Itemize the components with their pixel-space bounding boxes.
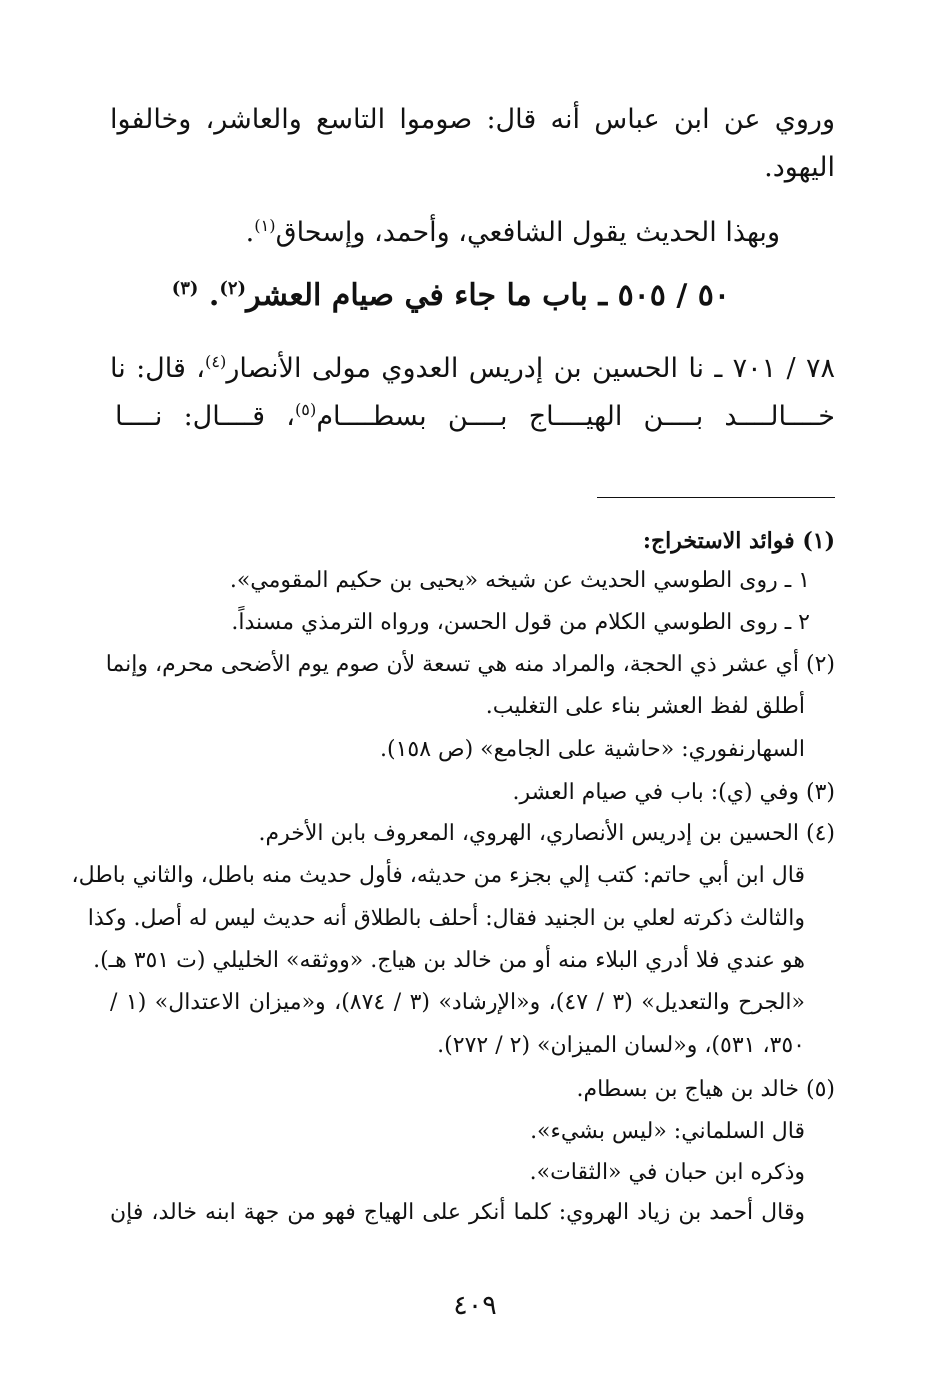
footnote-5-line-3: وذكره ابن حبان في «الثقات». xyxy=(529,1160,805,1185)
chapter-heading: ٥٠ / ٥٠٥ ـ باب ما جاء في صيام العشر$^{(٢)}$. $^{(٣)}$ xyxy=(171,278,730,313)
footnote-4-line-2: قال ابن أبي حاتم: كتب إلي بجزء من حديثه، فأول حديث منه باطل، والثاني باطل، xyxy=(71,863,805,888)
body-line-3-end: . xyxy=(245,217,255,248)
chapter-heading-text: ٥٠ / ٥٠٥ ـ باب ما جاء في صيام العشر xyxy=(246,278,730,313)
body-line-6 xyxy=(115,400,835,432)
body-line-5-a: ٧٨ / ٧٠١ ـ نا الحسين بن إدريس العدوي مولى الأنصار xyxy=(226,353,835,384)
body-line-5-b: ، قال: نا xyxy=(110,353,206,384)
footnote-4-line-6: ٣٥٠، ٥٣١)، و«لسان الميزان» (٢ / ٢٧٢). xyxy=(437,1033,805,1058)
footnote-2-line-1: (٢) أي عشر ذي الحجة، والمراد منه هي تسعة لأن صوم يوم الأضحى محرم، وإنما xyxy=(105,652,835,677)
body-line-2: اليهود. xyxy=(764,152,835,183)
footnote-marker-1: (١) xyxy=(254,216,276,235)
footnote-marker-3: (٣) xyxy=(171,278,199,299)
body-line-6-b: ، قــــال: نــــا xyxy=(115,401,295,432)
body-line-3 xyxy=(246,216,780,248)
footnote-2-source: السهارنفوري: «حاشية على الجامع» (ص ١٥٨). xyxy=(379,737,805,762)
footnote-marker-4: (٤) xyxy=(205,352,227,371)
footnote-1-item-2: ٢ ـ روى الطوسي الكلام من قول الحسن، ورواه الترمذي مسنداً. xyxy=(231,610,810,635)
footnote-3: (٣) وفي (ي): باب في صيام العشر. xyxy=(512,780,835,805)
footnote-5-line-2: قال السلماني: «ليس بشيء». xyxy=(530,1119,805,1144)
footnote-1-title: (١) فوائد الاستخراج: xyxy=(642,528,835,554)
footnote-4-line-3: والثالث ذكرته لعلي بن الجنيد فقال: أحلف بالطلاق أنه حديث ليس له أصل. وكذا xyxy=(87,906,805,931)
body-line-6-a: خــــالــــد بــــن الهيــــاج بــــن بسطــــام xyxy=(316,401,836,432)
body-line-5 xyxy=(110,352,835,384)
footnote-5-line-1: (٥) خالد بن هياج بن بسطام. xyxy=(576,1077,835,1102)
footnote-2-line-2: أطلق لفظ العشر بناء على التغليب. xyxy=(485,694,805,719)
footnote-1-item-1: ١ ـ روى الطوسي الحديث عن شيخه «يحيى بن حكيم المقومي». xyxy=(229,568,810,593)
footnote-4-line-5: «الجرح والتعديل» (٣ / ٤٧)، و«الإرشاد» (٣ / ٨٧٤)، و«ميزان الاعتدال» (١ / xyxy=(110,990,805,1015)
body-line-1: وروي عن ابن عباس أنه قال: صوموا التاسع والعاشر، وخالفوا xyxy=(110,104,835,135)
body-line-3-text: وبهذا الحديث يقول الشافعي، وأحمد، وإسحاق xyxy=(275,217,780,248)
footnote-5-line-4: وقال أحمد بن زياد الهروي: كلما أنكر على الهياج فهو من جهة ابنه خالد، فإن xyxy=(110,1200,805,1225)
footnote-4-line-4: هو عندي فلا أدري البلاء منه أو من خالد بن هياج. «ووثقه» الخليلي (ت ٣٥١ هـ). xyxy=(93,948,805,973)
footnote-separator xyxy=(597,497,835,498)
footnote-marker-2: (٢) xyxy=(219,278,247,299)
footnote-4-line-1: (٤) الحسين بن إدريس الأنصاري، الهروي، المعروف بابن الأخرم. xyxy=(258,821,835,846)
page-number: ٤٠٩ xyxy=(453,1290,497,1321)
footnote-marker-5: (٥) xyxy=(294,400,317,419)
